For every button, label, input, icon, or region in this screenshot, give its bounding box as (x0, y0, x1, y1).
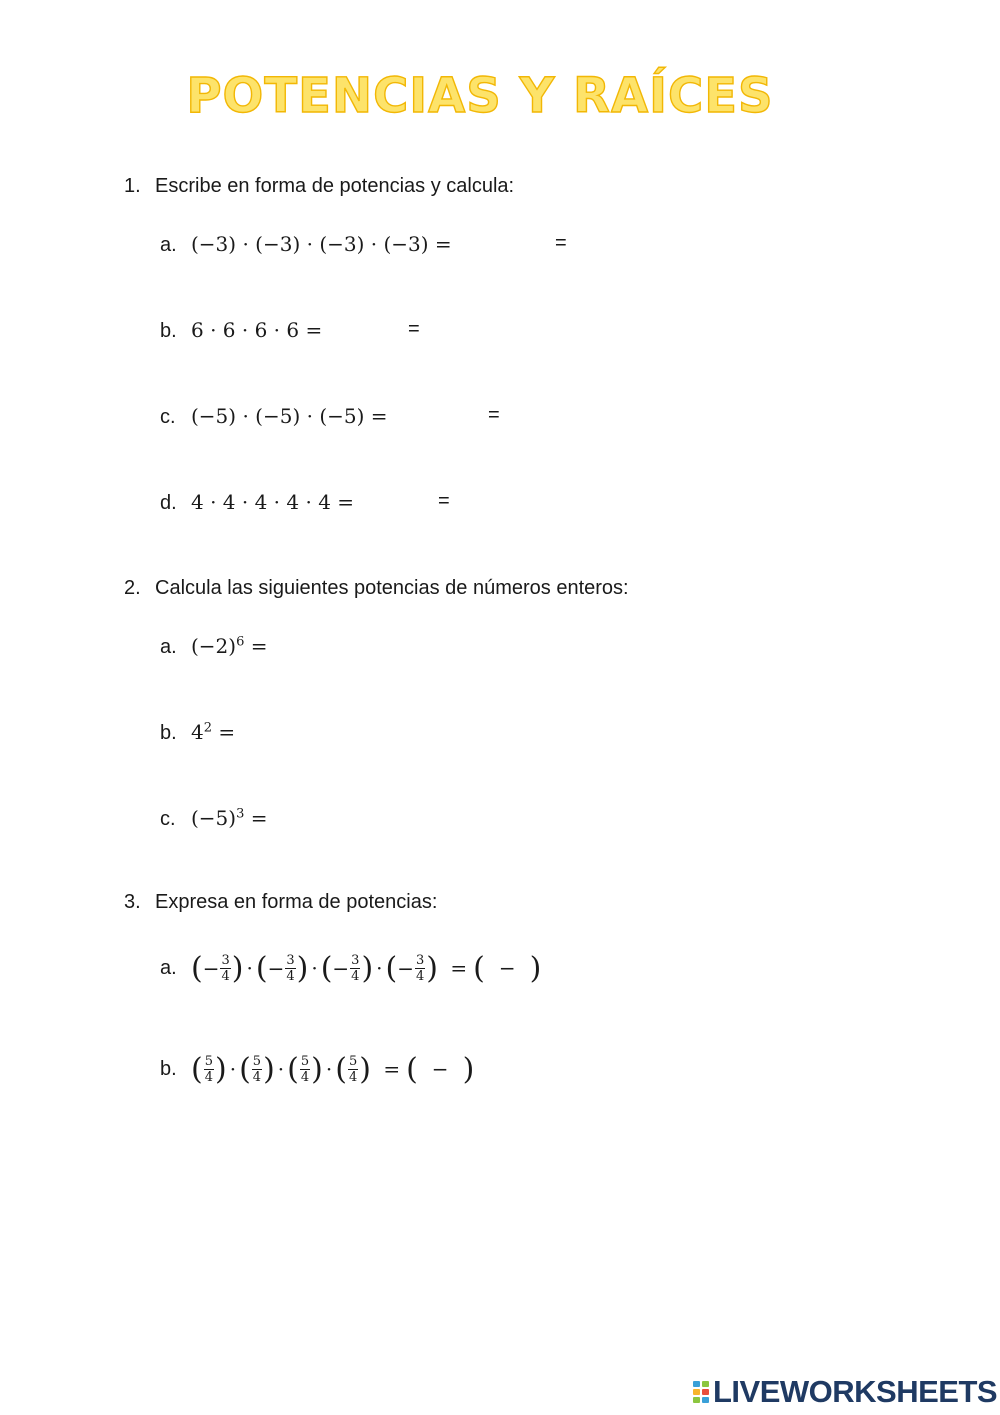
item-label: c. (160, 808, 176, 830)
denominator: 4 (348, 1069, 358, 1085)
numerator: 3 (351, 952, 360, 968)
equals-sign: = (244, 634, 268, 658)
item-label: d. (160, 492, 177, 514)
numerator: 5 (252, 1053, 262, 1069)
power-base: (−5) (191, 806, 237, 830)
fraction (348, 1055, 358, 1084)
numerator: 5 (300, 1053, 310, 1069)
math-expression: (−3) · (−3) · (−3) · (−3) = (191, 232, 452, 256)
page-title: POTENCIAS Y RAÍCES (186, 68, 774, 124)
answer-paren-close: ) (529, 950, 542, 986)
answer-equals: = (555, 232, 567, 254)
question-heading: Escribe en forma de potencias y calcula: (155, 175, 515, 197)
equals-sign: = (212, 720, 236, 744)
exercise-3a (160, 944, 541, 992)
fraction-product: (− $\frac{3}{4}$ ) · (− $\frac{3}{4}$ ) · (− $\frac{3}{4}$ ) · (− $\frac{3}{4}$ ) = ( − ) (191, 950, 542, 986)
question-number: 3. (124, 891, 141, 913)
fraction (300, 1055, 310, 1084)
answer-paren-close: ) (462, 1051, 475, 1087)
exercise-1d (160, 490, 354, 515)
numerator: 5 (204, 1053, 213, 1069)
denominator: 4 (204, 1069, 213, 1085)
numerator: 3 (286, 952, 295, 968)
item-label: a. (160, 956, 177, 979)
exercise-1c (160, 404, 388, 429)
denominator: 4 (300, 1069, 310, 1085)
brand-name: LIVEWORKSHEETS (713, 1374, 998, 1409)
numerator: 3 (416, 952, 425, 968)
answer-fraction-bar: − (431, 1057, 449, 1081)
question-1 (124, 175, 514, 198)
power-base: 4 (191, 720, 204, 744)
power-exponent: 3 (236, 806, 245, 822)
math-expression: (−5) · (−5) · (−5) = (191, 404, 388, 428)
exercise-3b (160, 1045, 474, 1093)
item-label: c. (160, 406, 176, 428)
item-label: b. (160, 320, 177, 342)
fraction-sign: − (202, 956, 220, 980)
answer-paren-open: ( (473, 950, 485, 986)
numerator: 3 (221, 952, 230, 968)
denominator: 4 (416, 968, 425, 984)
power-base: (−2) (191, 634, 237, 658)
fraction-sign: − (397, 956, 415, 980)
answer-equals: = (438, 490, 450, 512)
fraction (204, 1055, 214, 1084)
exercise-1b (160, 318, 322, 343)
denominator: 4 (351, 968, 360, 984)
exercise-2b (160, 720, 235, 745)
denominator: 4 (286, 968, 295, 984)
denominator: 4 (221, 968, 230, 984)
item-label: b. (160, 1057, 177, 1080)
numerator: 5 (348, 1053, 358, 1069)
math-expression: 6 · 6 · 6 · 6 = (191, 318, 323, 342)
math-expression: 4 · 4 · 4 · 4 · 4 = (191, 490, 355, 514)
exercise-2a (160, 634, 268, 659)
exercise-1a (160, 232, 452, 257)
answer-equals: = (408, 318, 420, 340)
denominator: 4 (252, 1069, 262, 1085)
equals-sign: = (383, 1057, 401, 1081)
answer-fraction-bar: − (498, 956, 516, 980)
fraction (350, 954, 360, 983)
question-number: 1. (124, 175, 141, 197)
fraction (415, 954, 425, 983)
liveworksheets-logo-icon (692, 1380, 710, 1404)
equals-sign: = (244, 806, 268, 830)
item-label: a. (160, 636, 177, 658)
answer-paren-open: ( (406, 1051, 418, 1087)
question-2 (124, 577, 629, 600)
answer-equals: = (488, 404, 500, 426)
fraction (220, 954, 230, 983)
question-heading: Expresa en forma de potencias: (155, 891, 438, 913)
question-heading: Calcula las siguientes potencias de números enteros: (155, 577, 629, 599)
item-label: b. (160, 722, 177, 744)
fraction-sign: − (332, 956, 350, 980)
fraction-sign: − (267, 956, 285, 980)
power-exponent: 6 (236, 634, 245, 650)
liveworksheets-logo[interactable] (692, 1376, 997, 1408)
fraction (252, 1055, 262, 1084)
exercise-2c (160, 806, 268, 831)
power-exponent: 2 (203, 720, 213, 736)
question-3 (124, 891, 437, 914)
item-label: a. (160, 234, 177, 256)
equals-sign: = (450, 956, 468, 980)
fraction (285, 954, 295, 983)
fraction-product: ( $\frac{5}{4}$ ) · ( $\frac{5}{4}$ ) · ( $\frac{5}{4}$ ) · ( $\frac{5}{4}$ ) = ( − ) (191, 1051, 475, 1087)
question-number: 2. (124, 577, 141, 599)
